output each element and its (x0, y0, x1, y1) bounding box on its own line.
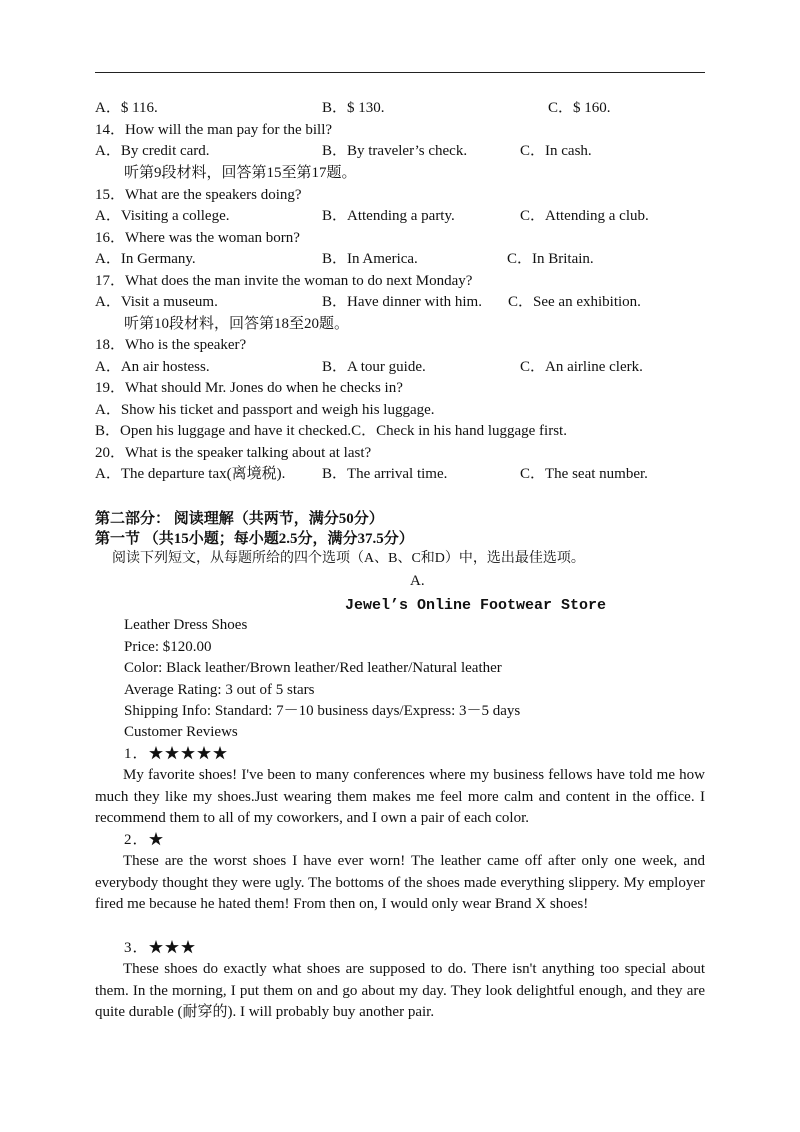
review-3-stars: 3．★★★ (124, 940, 197, 956)
passage-label: A. (410, 573, 425, 589)
q17-option-a: A．Visit a museum. (95, 294, 218, 310)
part2-heading: 第二部分： 阅读理解（共两节，满分50分） (95, 511, 384, 527)
q17-option-b: B．Have dinner with him. (322, 294, 482, 310)
q17-stem: 17．What does the man invite the woman to do next Monday? (95, 273, 473, 289)
product-shipping: Shipping Info: Standard: 7－10 business days/Express: 3－5 days (124, 703, 521, 719)
q15-option-b: B．Attending a party. (322, 208, 455, 224)
q13-option-a: A．$ 116. (95, 100, 158, 116)
q14-option-b: B．By traveler’s check. (322, 143, 468, 159)
q20-stem: 20．What is the speaker talking about at last? (95, 445, 372, 461)
q19-stem: 19．What should Mr. Jones do when he checks in? (95, 380, 403, 396)
q20-option-a: A．The departure tax(离境税). (95, 466, 286, 482)
review-1-stars: 1．★★★★★ (124, 746, 229, 762)
q16-option-c: C．In Britain. (507, 251, 594, 267)
product-name: Leather Dress Shoes (124, 617, 248, 633)
q15-option-c: C．Attending a club. (520, 208, 649, 224)
q19-option-bc: B．Open his luggage and have it checked.C．Check in his hand luggage first. (95, 423, 567, 439)
instruction-section9: 听第9段材料，回答第15至第17题。 (124, 165, 357, 181)
review-3-text: These shoes do exactly what shoes are supposed to do. There isn't anything too special about them. In the morning, I put them on and go about my day. They look delightful enough, and they are quite durable (耐穿的). I will probably buy another pair. (95, 961, 705, 1021)
q14-option-a: A．By credit card. (95, 143, 210, 159)
q19-option-a: A．Show his ticket and passport and weigh his luggage. (95, 402, 435, 418)
q14-option-c: C．In cash. (520, 143, 592, 159)
q13-option-b: B．$ 130. (322, 100, 385, 116)
header-rule (95, 72, 705, 73)
instruction-section10: 听第10段材料，回答第18至20题。 (124, 316, 350, 332)
q18-option-c: C．An airline clerk. (520, 359, 643, 375)
q15-option-a: A．Visiting a college. (95, 208, 230, 224)
q16-option-b: B．In America. (322, 251, 418, 267)
product-price: Price: $120.00 (124, 639, 212, 655)
q13-option-c: C．$ 160. (548, 100, 611, 116)
q20-option-c: C．The seat number. (520, 466, 648, 482)
review-1-text: My favorite shoes! I've been to many conferences where my business fellows have told me how much they like my shoes.Just wearing them makes me feel more calm and content in the office. I recommend them to all of my coworkers, and I own a pair of each color. (95, 767, 705, 827)
q15-stem: 15．What are the speakers doing? (95, 187, 302, 203)
review-2-stars: 2．★ (124, 832, 165, 848)
q18-stem: 18．Who is the speaker? (95, 337, 247, 353)
store-title: Jewel’s Online Footwear Store (345, 597, 607, 614)
q17-option-c: C．See an exhibition. (508, 294, 641, 310)
q16-option-a: A．In Germany. (95, 251, 196, 267)
review-2-text: These are the worst shoes I have ever worn! The leather came off after only one week, and everybody thought they were ugly. The bottoms of the shoes made everything slippery. My employer fired me because he hated them! From then on, I would only wear Brand X shoes! (95, 853, 705, 913)
section1-heading: 第一节 （共15小题；每小题2.5分，满分37.5分） (95, 531, 414, 547)
q18-option-b: B．A tour guide. (322, 359, 426, 375)
q18-option-a: A．An air hostess. (95, 359, 210, 375)
product-color: Color: Black leather/Brown leather/Red leather/Natural leather (124, 660, 502, 676)
reviews-heading: Customer Reviews (124, 724, 238, 740)
q14-stem: 14．How will the man pay for the bill? (95, 122, 333, 138)
product-rating: Average Rating: 3 out of 5 stars (124, 682, 315, 698)
q16-stem: 16．Where was the woman born? (95, 230, 300, 246)
section1-instruction: 阅读下列短文，从每题所给的四个选项（A、B、C和D）中，选出最佳选项。 (112, 551, 585, 566)
q20-option-b: B．The arrival time. (322, 466, 448, 482)
